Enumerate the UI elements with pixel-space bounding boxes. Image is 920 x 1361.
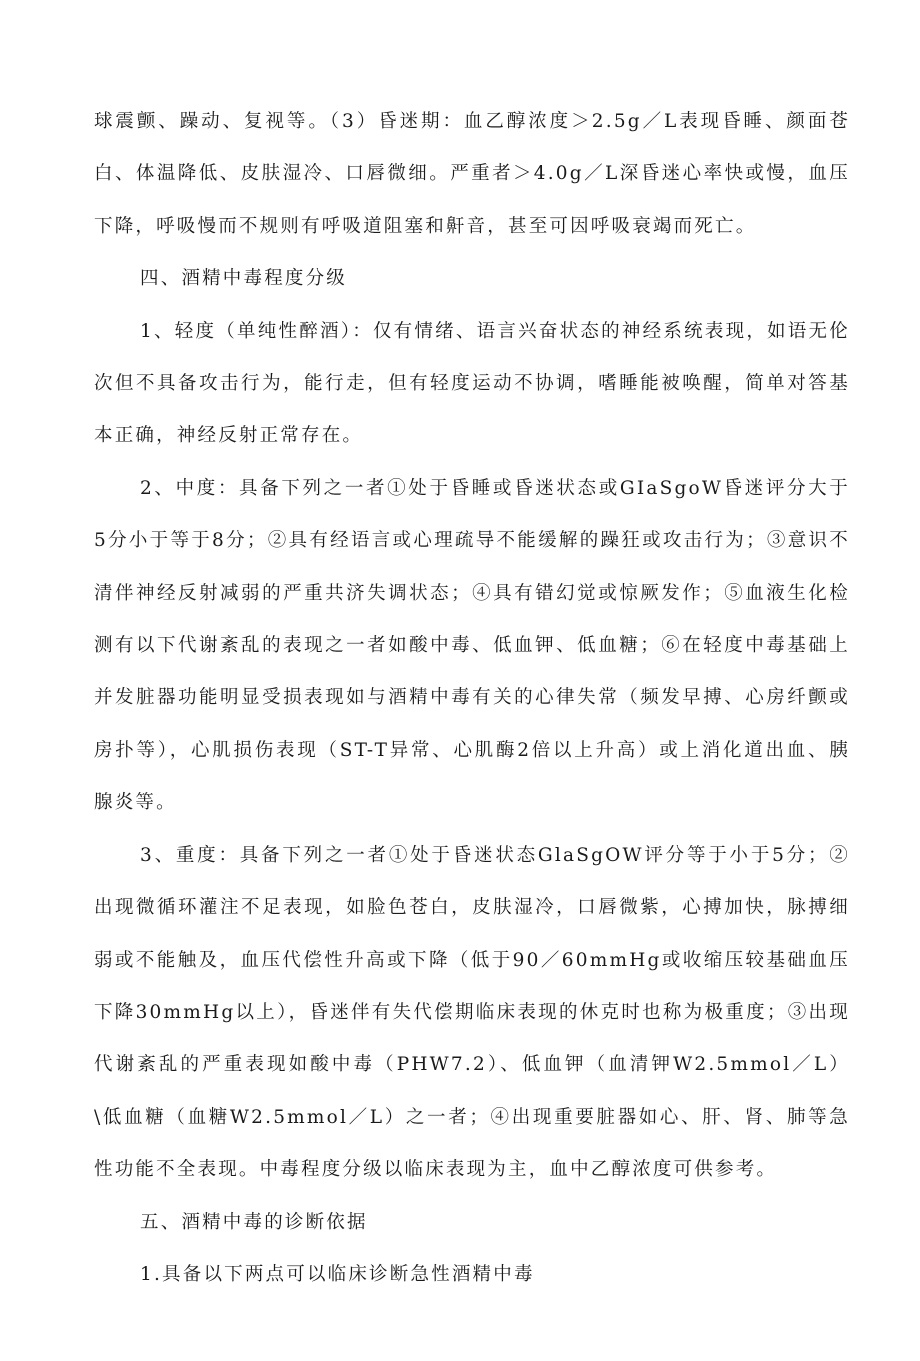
paragraph-coma-stage: 球震颤、躁动、复视等。（3）昏迷期：血乙醇浓度＞2.5g／L表现昏睡、颜面苍白、体温降低、皮肤湿冷、口唇微细。严重者＞4.0g／L深昏迷心率快或慢，血压下降，呼吸慢而不规则有呼吸道阻塞和鼾音，甚至可因呼吸衰竭而死亡。: [94, 111, 850, 237]
heading-severity-grading: 四、酒精中毒程度分级: [140, 268, 348, 290]
paragraph-diagnosis-criteria: 1.具备以下两点可以临床诊断急性酒精中毒: [140, 1263, 535, 1285]
document-body: [94, 96, 850, 1301]
paragraph-moderate: 2、中度：具备下列之一者①处于昏睡或昏迷状态或GIaSgoW昏迷评分大于5分小于等于8分；②具有经语言或心理疏导不能缓解的躁狂或攻击行为；③意识不清伴神经反射减弱的严重共济失调状态；④具有错幻觉或惊厥发作；⑤血液生化检测有以下代谢紊乱的表现之一者如酸中毒、低血钾、低血糖；⑥在轻度中毒基础上并发脏器功能明显受损表现如与酒精中毒有关的心律失常（频发早搏、心房纤颤或房扑等），心肌损伤表现（ST-T异常、心肌酶2倍以上升高）或上消化道出血、胰腺炎等。: [94, 477, 850, 814]
heading-diagnosis-basis: 五、酒精中毒的诊断依据: [140, 1211, 368, 1233]
paragraph-severe: 3、重度：具备下列之一者①处于昏迷状态GlaSgOW评分等于小于5分；②出现微循环灌注不足表现，如脸色苍白，皮肤湿冷，口唇微紫，心搏加快，脉搏细弱或不能触及，血压代偿性升高或下降（低于90／60mmHg或收缩压较基础血压下降30mmHg以上），昏迷伴有失代偿期临床表现的休克时也称为极重度；③出现代谢紊乱的严重表现如酸中毒（PHW7.2）、低血钾（血清钾W2.5mmol／L）\低血糖（血糖W2.5mmol／L）之一者；④出现重要脏器如心、肝、肾、肺等急性功能不全表现。中毒程度分级以临床表现为主，血中乙醇浓度可供参考。: [94, 844, 850, 1181]
paragraph-mild: 1、轻度（单纯性醉酒）：仅有情绪、语言兴奋状态的神经系统表现，如语无伦次但不具备攻击行为，能行走，但有轻度运动不协调，嗜睡能被唤醒，简单对答基本正确，神经反射正常存在。: [94, 320, 850, 447]
